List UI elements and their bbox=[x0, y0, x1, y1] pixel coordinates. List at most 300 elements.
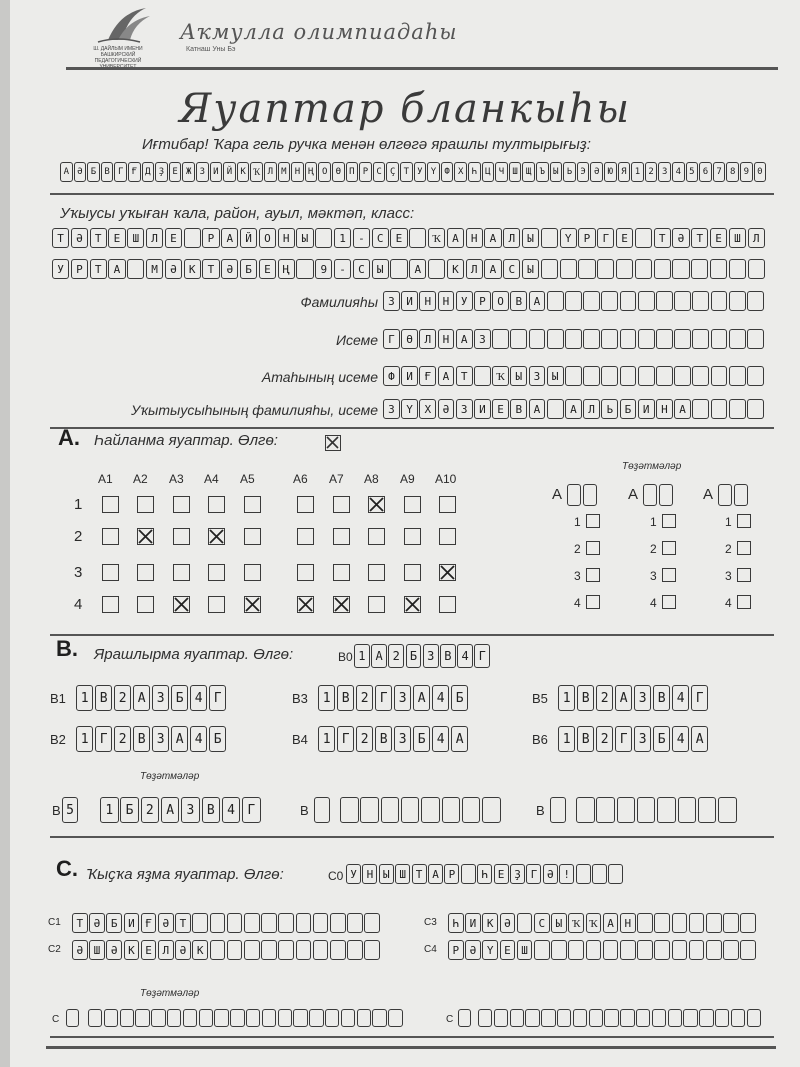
answer-box: 3 bbox=[423, 644, 439, 668]
letter-box bbox=[341, 1009, 355, 1027]
answer-box bbox=[381, 797, 400, 823]
letter-box bbox=[597, 259, 614, 279]
answer-box: 3 bbox=[394, 685, 411, 711]
letter-box: Р bbox=[474, 291, 491, 311]
answer-checkbox bbox=[737, 568, 751, 582]
letter-box: Б bbox=[620, 399, 637, 419]
answer-box: В bbox=[577, 685, 594, 711]
letter-box bbox=[659, 484, 673, 506]
sample-char-box: Ц bbox=[482, 162, 495, 182]
answer-box: 4 bbox=[222, 797, 241, 823]
letter-box: А bbox=[221, 228, 238, 248]
sample-char-box: Ү bbox=[427, 162, 440, 182]
letter-box bbox=[309, 1009, 323, 1027]
letter-box: Ы bbox=[551, 913, 567, 933]
sample-char-box: Ч bbox=[495, 162, 508, 182]
row-label: 3 bbox=[650, 569, 657, 583]
sample-char-box: 1 bbox=[631, 162, 644, 182]
letter-box bbox=[643, 484, 657, 506]
answer-box: Г bbox=[242, 797, 261, 823]
letter-box bbox=[747, 1009, 761, 1027]
row-label: 4 bbox=[725, 596, 732, 610]
letter-box bbox=[578, 259, 595, 279]
sample-char-box: Й bbox=[223, 162, 236, 182]
letter-box: Е bbox=[165, 228, 182, 248]
letter-box: Р bbox=[71, 259, 88, 279]
letter-box bbox=[620, 940, 636, 960]
answer-box: 2 bbox=[596, 726, 613, 752]
section-a-letter: A. bbox=[58, 425, 80, 450]
letter-box: Н bbox=[438, 329, 455, 349]
letter-box bbox=[674, 329, 691, 349]
letter-box bbox=[278, 1009, 292, 1027]
letter-box bbox=[620, 1009, 634, 1027]
letter-box: У bbox=[456, 291, 473, 311]
letter-box bbox=[325, 1009, 339, 1027]
sample-char-box: Һ bbox=[468, 162, 481, 182]
letter-box: А bbox=[603, 913, 619, 933]
letter-box: Т bbox=[654, 228, 671, 248]
letter-box bbox=[718, 484, 732, 506]
answer-box: Б bbox=[209, 726, 226, 752]
sample-char-box: Г bbox=[114, 162, 127, 182]
answer-box: Г bbox=[375, 685, 392, 711]
sample-char-box: Ө bbox=[332, 162, 345, 182]
letter-box bbox=[672, 259, 689, 279]
letter-box: Т bbox=[175, 913, 191, 933]
letter-box: С bbox=[353, 259, 370, 279]
rule bbox=[50, 427, 774, 429]
row-label: 4 bbox=[74, 596, 83, 613]
letter-box: Н bbox=[438, 291, 455, 311]
section-b-title: Ярашлырма яуаптар. Өлгө: bbox=[94, 646, 294, 663]
sample-char-box: В bbox=[101, 162, 114, 182]
sample-char-box: 3 bbox=[658, 162, 671, 182]
answer-box bbox=[340, 797, 359, 823]
letter-box bbox=[731, 1009, 745, 1027]
letter-box bbox=[637, 913, 653, 933]
row-label: 1 bbox=[574, 515, 581, 529]
letter-box: О bbox=[492, 291, 509, 311]
letter-box: Ү bbox=[560, 228, 577, 248]
sample-char-box: Ъ bbox=[536, 162, 549, 182]
letter-box: Л bbox=[503, 228, 520, 248]
answer-box: 3 bbox=[634, 726, 651, 752]
letter-box: З bbox=[383, 399, 400, 419]
letter-box bbox=[638, 366, 655, 386]
cross-mark-icon bbox=[298, 597, 313, 612]
letter-box: Ә bbox=[158, 913, 174, 933]
letter-box bbox=[388, 1009, 402, 1027]
letter-box: Н bbox=[362, 864, 377, 884]
sample-char-box: Ғ bbox=[128, 162, 141, 182]
letter-box: Т bbox=[202, 259, 219, 279]
sample-char-box: 8 bbox=[726, 162, 739, 182]
letter-box: Ы bbox=[296, 228, 313, 248]
sample-char-box: Е bbox=[169, 162, 182, 182]
letter-box bbox=[692, 366, 709, 386]
letter-box bbox=[654, 259, 671, 279]
row-label: 1 bbox=[74, 496, 83, 513]
letter-box: Н bbox=[466, 228, 483, 248]
answer-box: 4 bbox=[190, 685, 207, 711]
letter-box: И bbox=[401, 366, 418, 386]
answer-box: 2 bbox=[596, 685, 613, 711]
letter-box bbox=[668, 1009, 682, 1027]
sample-char-box: Ь bbox=[563, 162, 576, 182]
answer-label: B1 bbox=[50, 691, 66, 706]
section-c-title: Ҡыҫҡа яҙма яуаптар. Өлгө: bbox=[86, 866, 284, 883]
sample-char-box: П bbox=[346, 162, 359, 182]
answer-checkbox bbox=[102, 496, 119, 513]
letter-box: Т bbox=[691, 228, 708, 248]
letter-box: Л bbox=[583, 399, 600, 419]
corrections-letter: A bbox=[552, 486, 563, 503]
letter-box: Л bbox=[466, 259, 483, 279]
letter-box: И bbox=[638, 399, 655, 419]
answer-box: 4 bbox=[672, 685, 689, 711]
sample-char-box: Ә bbox=[590, 162, 603, 182]
answer-checkbox bbox=[404, 496, 421, 513]
letter-box: Ҙ bbox=[510, 864, 525, 884]
column-label: A7 bbox=[329, 472, 344, 486]
cross-mark-icon bbox=[209, 529, 224, 544]
letter-box bbox=[710, 259, 727, 279]
answer-box: 1 bbox=[100, 797, 119, 823]
letter-box bbox=[692, 329, 709, 349]
row-label: 3 bbox=[574, 569, 581, 583]
letter-box bbox=[547, 291, 564, 311]
corrections-label: Төҙәтмәләр bbox=[140, 771, 200, 782]
letter-box bbox=[747, 329, 764, 349]
letter-box: К bbox=[447, 259, 464, 279]
letter-box bbox=[244, 940, 260, 960]
letter-box: Т bbox=[52, 228, 69, 248]
corrections-letter: B bbox=[52, 803, 61, 818]
letter-box bbox=[135, 1009, 149, 1027]
answer-box: Б bbox=[451, 685, 468, 711]
letter-box bbox=[573, 1009, 587, 1027]
sample-char-box: Л bbox=[264, 162, 277, 182]
row-label: 2 bbox=[574, 542, 581, 556]
answer-checkbox bbox=[137, 564, 154, 581]
answer-label: B6 bbox=[532, 732, 548, 747]
letter-box: Й bbox=[240, 228, 257, 248]
letter-box bbox=[672, 913, 688, 933]
letter-box: И bbox=[465, 913, 481, 933]
letter-box bbox=[390, 259, 407, 279]
answer-checkbox bbox=[208, 564, 225, 581]
answer-checkbox bbox=[586, 595, 600, 609]
letter-box bbox=[525, 1009, 539, 1027]
letter-box bbox=[541, 1009, 555, 1027]
letter-box: К bbox=[482, 913, 498, 933]
letter-box bbox=[729, 366, 746, 386]
letter-box bbox=[88, 1009, 102, 1027]
letter-box: Ә bbox=[543, 864, 558, 884]
answer-box: 5 bbox=[62, 797, 78, 823]
letter-box bbox=[706, 940, 722, 960]
letter-box: Н bbox=[656, 399, 673, 419]
letter-box bbox=[699, 1009, 713, 1027]
cross-mark-icon bbox=[138, 529, 153, 544]
letter-box: Ә bbox=[89, 913, 105, 933]
answer-box bbox=[360, 797, 379, 823]
answer-box: А bbox=[615, 685, 632, 711]
letter-box: Ы bbox=[522, 228, 539, 248]
letter-box: В bbox=[510, 291, 527, 311]
answer-box: А bbox=[691, 726, 708, 752]
answer-box: 2 bbox=[114, 726, 131, 752]
cross-mark-icon bbox=[405, 597, 420, 612]
answer-box: В bbox=[133, 726, 150, 752]
letter-box bbox=[167, 1009, 181, 1027]
answer-checkbox bbox=[662, 514, 676, 528]
letter-box: З bbox=[529, 366, 546, 386]
olympiad-name: Аҡмулла олимпиадаһы bbox=[180, 20, 458, 44]
letter-box bbox=[151, 1009, 165, 1027]
field-label: Уҡытыусыһының фамилияһы, исеме bbox=[131, 402, 378, 418]
answer-box: 2 bbox=[356, 726, 373, 752]
letter-box bbox=[278, 940, 294, 960]
letter-box: К bbox=[192, 940, 208, 960]
answer-box: Г bbox=[95, 726, 112, 752]
answer-checkbox bbox=[662, 595, 676, 609]
letter-box: Ә bbox=[175, 940, 191, 960]
letter-box: С bbox=[372, 228, 389, 248]
answer-box: В bbox=[202, 797, 221, 823]
letter-box: Г bbox=[597, 228, 614, 248]
letter-box bbox=[210, 940, 226, 960]
answer-box: А bbox=[451, 726, 468, 752]
sample-char-box: И bbox=[210, 162, 223, 182]
letter-box: Ш bbox=[395, 864, 410, 884]
answer-box: В bbox=[95, 685, 112, 711]
logo-line: ПЕДАГОГИЧЕСКИЙ bbox=[94, 58, 142, 64]
sample-char-box: Ң bbox=[305, 162, 318, 182]
answer-checkbox bbox=[102, 596, 119, 613]
letter-box bbox=[261, 913, 277, 933]
answer-checkbox bbox=[244, 528, 261, 545]
letter-box bbox=[740, 913, 756, 933]
letter-box bbox=[210, 913, 226, 933]
sample-label: B0 bbox=[338, 650, 353, 664]
answer-box bbox=[421, 797, 440, 823]
answer-box: Г bbox=[691, 685, 708, 711]
letter-box: Ә bbox=[72, 940, 88, 960]
answer-box: 2 bbox=[388, 644, 404, 668]
section-c-letter: C. bbox=[56, 856, 78, 881]
letter-box: Ь bbox=[601, 399, 618, 419]
letter-box bbox=[674, 291, 691, 311]
letter-box bbox=[674, 366, 691, 386]
answer-checkbox bbox=[586, 514, 600, 528]
column-label: A3 bbox=[169, 472, 184, 486]
letter-box bbox=[691, 259, 708, 279]
letter-box: Н bbox=[620, 913, 636, 933]
letter-box bbox=[637, 940, 653, 960]
sample-char-box: 0 bbox=[754, 162, 767, 182]
answer-box bbox=[678, 797, 697, 823]
letter-box bbox=[565, 291, 582, 311]
answer-box: Г bbox=[615, 726, 632, 752]
letter-box bbox=[620, 329, 637, 349]
answer-checkbox bbox=[173, 564, 190, 581]
rule bbox=[46, 1046, 776, 1049]
answer-box: Г bbox=[474, 644, 490, 668]
letter-box bbox=[534, 940, 550, 960]
row-label: 1 bbox=[725, 515, 732, 529]
letter-box: Г bbox=[383, 329, 400, 349]
letter-box bbox=[734, 484, 748, 506]
letter-box bbox=[565, 329, 582, 349]
sample-char-box: З bbox=[196, 162, 209, 182]
letter-box: Т bbox=[412, 864, 427, 884]
corrections-label: Төҙәтмәләр bbox=[140, 988, 200, 999]
letter-box bbox=[583, 291, 600, 311]
letter-box bbox=[458, 1009, 471, 1027]
answer-box: 4 bbox=[190, 726, 207, 752]
letter-box bbox=[199, 1009, 213, 1027]
sample-mark-box bbox=[325, 435, 341, 451]
answer-checkbox bbox=[404, 564, 421, 581]
answer-label: C1 bbox=[48, 917, 61, 928]
letter-box bbox=[104, 1009, 118, 1027]
answer-box: Б bbox=[413, 726, 430, 752]
letter-box bbox=[428, 259, 445, 279]
letter-box: Е bbox=[492, 399, 509, 419]
letter-box bbox=[364, 913, 380, 933]
rule bbox=[50, 193, 774, 195]
letter-box: З bbox=[474, 329, 491, 349]
sample-char-box: Ф bbox=[441, 162, 454, 182]
olympiad-subtitle: Катнаш Уны Бэ bbox=[186, 46, 236, 53]
answer-checkbox bbox=[137, 496, 154, 513]
corrections-letter: A bbox=[628, 486, 639, 503]
letter-box bbox=[372, 1009, 386, 1027]
sample-char-box: Я bbox=[618, 162, 631, 182]
letter-box: З bbox=[456, 399, 473, 419]
page-title: Яуаптар бланкыһы bbox=[178, 86, 632, 132]
letter-box bbox=[729, 291, 746, 311]
field-label: Исеме bbox=[335, 332, 378, 348]
answer-checkbox bbox=[297, 528, 314, 545]
letter-box bbox=[616, 259, 633, 279]
answer-checkbox bbox=[404, 528, 421, 545]
letter-box bbox=[184, 228, 201, 248]
answer-box: Б bbox=[171, 685, 188, 711]
letter-box: И bbox=[401, 291, 418, 311]
letter-box: Ы bbox=[522, 259, 539, 279]
letter-box bbox=[729, 399, 746, 419]
letter-box: Ә bbox=[165, 259, 182, 279]
letter-box: Һ bbox=[477, 864, 492, 884]
letter-box bbox=[729, 329, 746, 349]
sample-char-box: 7 bbox=[713, 162, 726, 182]
letter-box bbox=[603, 940, 619, 960]
column-label: A4 bbox=[204, 472, 219, 486]
letter-box: А bbox=[428, 864, 443, 884]
row-label: 4 bbox=[574, 596, 581, 610]
letter-box: Ы bbox=[510, 366, 527, 386]
answer-sheet bbox=[10, 0, 800, 1067]
letter-box bbox=[262, 1009, 276, 1027]
letter-box bbox=[120, 1009, 134, 1027]
answer-box: 3 bbox=[181, 797, 200, 823]
letter-box bbox=[244, 913, 260, 933]
letter-box bbox=[715, 1009, 729, 1027]
answer-box: 4 bbox=[457, 644, 473, 668]
letter-box bbox=[747, 366, 764, 386]
answer-box: А bbox=[413, 685, 430, 711]
letter-box bbox=[227, 940, 243, 960]
letter-box bbox=[692, 291, 709, 311]
answer-box: 1 bbox=[318, 685, 335, 711]
letter-box: Р bbox=[444, 864, 459, 884]
rule bbox=[50, 634, 774, 636]
sample-char-box: Х bbox=[454, 162, 467, 182]
letter-box: Ҡ bbox=[492, 366, 509, 386]
rule bbox=[50, 836, 774, 838]
letter-box bbox=[583, 366, 600, 386]
letter-box bbox=[461, 864, 476, 884]
row-label: 2 bbox=[650, 542, 657, 556]
letter-box bbox=[357, 1009, 371, 1027]
column-label: A6 bbox=[293, 472, 308, 486]
corrections-letter: A bbox=[703, 486, 714, 503]
field-label: Фамилияһы bbox=[300, 294, 378, 310]
answer-box bbox=[617, 797, 636, 823]
letter-box: Е bbox=[259, 259, 276, 279]
answer-checkbox bbox=[244, 496, 261, 513]
answer-box bbox=[482, 797, 501, 823]
letter-box: Ә bbox=[438, 399, 455, 419]
logo-line: БАШКИРСКИЙ bbox=[100, 52, 136, 58]
cross-mark-icon bbox=[245, 597, 260, 612]
answer-label: B4 bbox=[292, 732, 308, 747]
letter-box bbox=[711, 399, 728, 419]
answer-box: 3 bbox=[634, 685, 651, 711]
letter-box: Ш bbox=[517, 940, 533, 960]
answer-box: 1 bbox=[76, 726, 93, 752]
letter-box bbox=[313, 940, 329, 960]
answer-checkbox bbox=[439, 596, 456, 613]
letter-box: Р bbox=[202, 228, 219, 248]
answer-box: 1 bbox=[318, 726, 335, 752]
sample-char-box: Ы bbox=[550, 162, 563, 182]
letter-box bbox=[551, 940, 567, 960]
answer-checkbox bbox=[737, 595, 751, 609]
letter-box bbox=[293, 1009, 307, 1027]
letter-box bbox=[656, 329, 673, 349]
letter-box: Т bbox=[72, 913, 88, 933]
answer-box: 3 bbox=[394, 726, 411, 752]
letter-box: Ү bbox=[401, 399, 418, 419]
letter-box: Е bbox=[710, 228, 727, 248]
answer-box bbox=[657, 797, 676, 823]
answer-checkbox bbox=[662, 568, 676, 582]
answer-checkbox bbox=[102, 564, 119, 581]
cross-mark-icon bbox=[174, 597, 189, 612]
letter-box bbox=[689, 913, 705, 933]
letter-box bbox=[214, 1009, 228, 1027]
rule bbox=[50, 1036, 774, 1038]
letter-box bbox=[296, 940, 312, 960]
answer-box: А bbox=[161, 797, 180, 823]
letter-box: Т bbox=[456, 366, 473, 386]
letter-box bbox=[567, 484, 581, 506]
logo-line: Ш. ДАЙЛЫМ ИМЕНИ bbox=[93, 46, 143, 52]
